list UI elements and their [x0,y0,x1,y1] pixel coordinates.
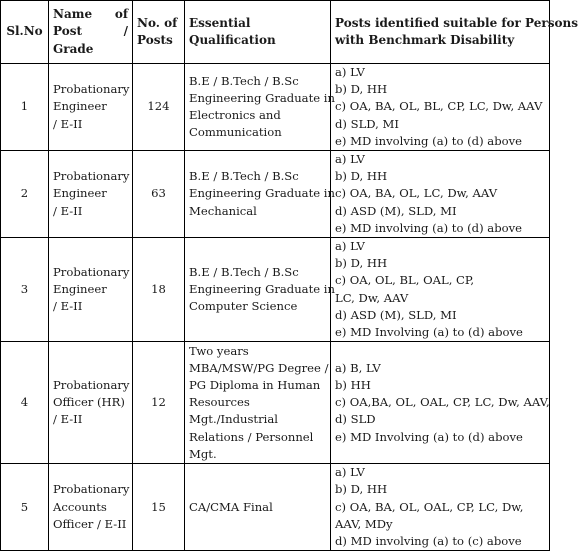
post-name-cell [49,64,133,151]
cell-line: / E-II [53,203,83,218]
cell-line: Probationary [53,82,130,97]
header-row [1,1,550,64]
posts-count-cell [133,64,185,151]
qualification-cell [185,464,331,551]
cell-line: Resources [189,395,250,410]
posts-count-value: 63 [151,186,166,201]
cell-line: d) SLD [335,412,376,427]
posts-count-cell [133,238,185,342]
cell-line: c) OA, BA, OL, OAL, CP, LC, Dw, [335,499,524,514]
cell-line: Electronics and [189,108,281,122]
cell-line: b) D, HH [335,82,388,97]
pwbd-cell [331,464,550,551]
cell-line: Officer (HR) [53,395,125,410]
cell-line: e) MD involving (a) to (d) above [335,220,523,235]
cell-line: Mgt. [189,446,217,461]
pwbd-cell [331,64,550,151]
posts-count-value: 124 [147,99,170,114]
cell-line: b) D, HH [335,256,388,271]
cell-line: MBA/MSW/PG Degree / [189,360,329,375]
cell-line: Computer Science [189,299,298,314]
sl-no-value: 3 [20,282,29,297]
cell-line: a) LV [335,152,365,167]
qualification-cell [185,238,335,342]
post-name-cell [49,464,133,551]
cell-line: b) D, HH [335,169,388,184]
posts-count-header: No. of Posts [133,1,185,64]
cell-line: a) B, LV [335,360,381,375]
posts-count-value: 15 [151,499,166,514]
cell-line: Relations / Personnel [189,429,314,444]
cell-line: Engineering Graduate in [189,186,335,201]
sl-no-value: 1 [20,99,29,114]
cell-line: / E-II [53,299,83,314]
cell-line: a) LV [335,465,365,480]
cell-line: Probationary [53,169,130,184]
cell-line: Engineering Graduate in [189,282,335,297]
cell-line: d) ASD (M), SLD, MI [335,203,457,218]
cell-line: PG Diploma in Human [189,377,321,392]
cell-line: e) MD involving (a) to (d) above [335,133,523,148]
cell-line: Officer / E-II [53,516,127,531]
cell-line: / E-II [53,412,83,427]
cell-line: Probationary [53,264,130,279]
cell-line: Accounts [53,499,107,514]
cell-line: e) MD Involving (a) to (d) above [335,325,523,340]
cell-line: a) LV [335,65,365,79]
qualification-cell [185,342,331,464]
table-row [1,151,550,238]
pwbd-header: Posts identified suitable for Persons with Benchmark Disability [331,1,550,64]
post-name-cell [49,238,133,342]
cell-line: Two years [189,343,249,358]
qualification-cell [185,64,335,151]
cell-line: Engineer [53,99,107,114]
sl-no-header: Sl.No [1,1,49,64]
posts-count-cell [133,342,185,464]
cell-line: b) HH [335,377,371,392]
table-row [1,464,550,551]
cell-line: Mgt./Industrial [189,412,278,427]
post-name-header: Name of Post / Grade [49,1,133,64]
posts-count-value: 12 [151,395,166,410]
cell-line: B.E / B.Tech / B.Sc [189,264,299,279]
sl-no-value: 4 [20,395,29,410]
posts-count-cell [133,151,185,238]
posts-count-cell [133,464,185,551]
sl-no-cell [1,151,49,238]
cell-line: Probationary [53,377,130,392]
table-row [1,342,550,464]
sl-no-value: 2 [20,186,29,201]
pwbd-cell [331,238,550,342]
cell-line: B.E / B.Tech / B.Sc [189,169,299,184]
cell-line: c) OA, BA, OL, LC, Dw, AAV [335,186,498,201]
cell-line: e) MD Involving (a) to (d) above [335,429,523,444]
cell-line: B.E / B.Tech / B.Sc [189,73,299,88]
cell-line: AAV, MDy [335,516,393,531]
cell-line: LC, Dw, AAV [335,290,409,305]
cell-line: Probationary [53,482,130,497]
sl-no-cell [1,238,49,342]
cell-line: c) OA, BA, OL, BL, CP, LC, Dw, AAV [335,99,543,114]
cell-line: c) OA,BA, OL, OAL, CP, LC, Dw, AAV, [335,395,550,410]
sl-no-cell [1,64,49,151]
sl-no-cell [1,342,49,464]
pwbd-cell [331,342,550,464]
cell-line: Engineer [53,186,107,201]
cell-line: Engineering Graduate in [189,90,335,105]
cell-line: Engineer [53,282,107,297]
post-name-cell [49,151,133,238]
sl-no-cell [1,464,49,551]
pwbd-cell [331,151,550,238]
cell-line: c) OA, OL, BL, OAL, CP, [335,273,475,288]
cell-line: CA/CMA Final [189,499,273,514]
post-name-cell [49,342,133,464]
cell-line: d) ASD (M), SLD, MI [335,307,457,322]
cell-line: Mechanical [189,203,257,218]
cell-line: Communication [189,125,282,140]
cell-line: d) SLD, MI [335,116,399,131]
cell-line: d) MD involving (a) to (c) above [335,534,522,549]
qualification-cell [185,151,335,238]
cell-line: / E-II [53,116,83,131]
table-row [1,238,550,342]
qualification-header: Essential Qualification [185,1,331,64]
cell-line: b) D, HH [335,482,388,497]
cell-line: a) LV [335,239,365,254]
posts-count-value: 18 [151,282,166,297]
sl-no-value: 5 [20,499,29,514]
table-row [1,64,550,151]
